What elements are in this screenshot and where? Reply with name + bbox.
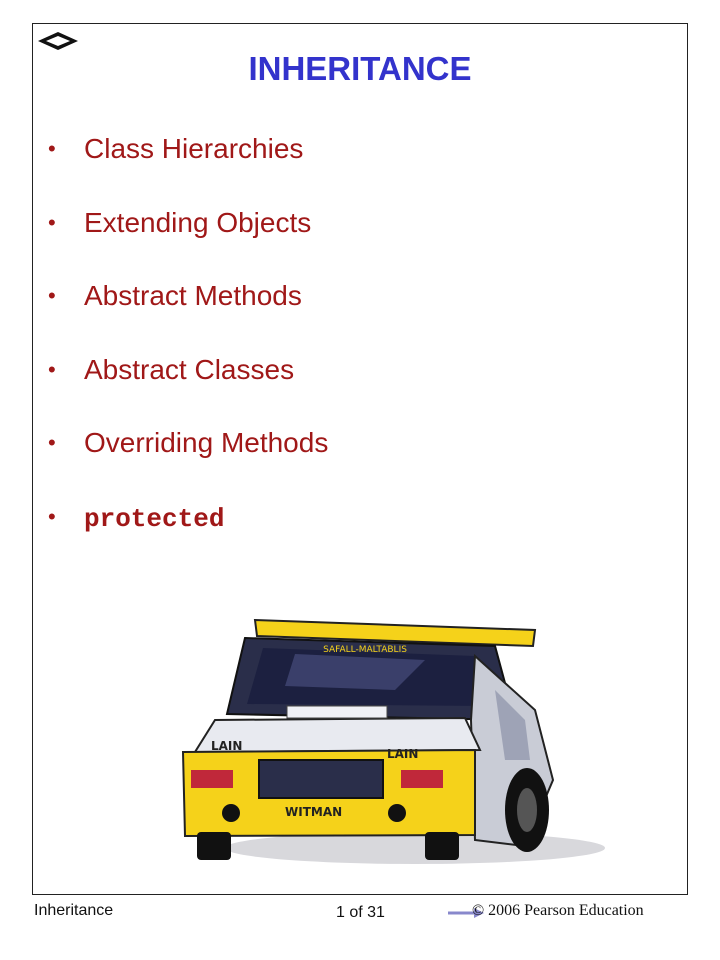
bullet-item <box>48 349 328 423</box>
bullet-label: protected <box>84 503 225 534</box>
slide-title: INHERITANCE <box>248 50 472 87</box>
race-car-illustration <box>175 610 615 870</box>
bullet-dot: • <box>48 209 56 235</box>
bullet-item <box>48 275 328 349</box>
bullet-label: Class Hierarchies <box>84 133 304 164</box>
page-number: 1 of 31 <box>336 904 385 921</box>
bullet-dot: • <box>48 430 56 455</box>
bullet-dot: • <box>48 503 56 529</box>
bumper-decal: WITMAN <box>285 805 343 819</box>
hood-decal-right: LAIN <box>387 747 419 761</box>
hood-decal-left: LAIN <box>211 739 243 753</box>
windshield-decal: SAFALL-MALTABLIS <box>323 645 407 655</box>
footer-section-title: Inheritance <box>34 902 114 919</box>
copyright: © 2006 Pearson Education <box>472 902 644 919</box>
bullet-dot: • <box>48 283 56 308</box>
bullet-label: Abstract Methods <box>84 280 302 311</box>
bullet-dot: • <box>48 136 56 161</box>
bullet-item <box>48 422 328 496</box>
bullet-dot: • <box>48 356 56 382</box>
bullet-label: Overriding Methods <box>84 427 329 458</box>
bullet-item <box>48 202 328 276</box>
bullet-label: Extending Objects <box>84 206 312 238</box>
bullet-label: Abstract Classes <box>84 353 295 385</box>
diamond-logo-icon <box>36 30 80 52</box>
bullet-item <box>48 496 328 570</box>
slide-footer <box>0 900 720 930</box>
bullet-list <box>48 128 328 569</box>
bullet-item <box>48 128 328 202</box>
